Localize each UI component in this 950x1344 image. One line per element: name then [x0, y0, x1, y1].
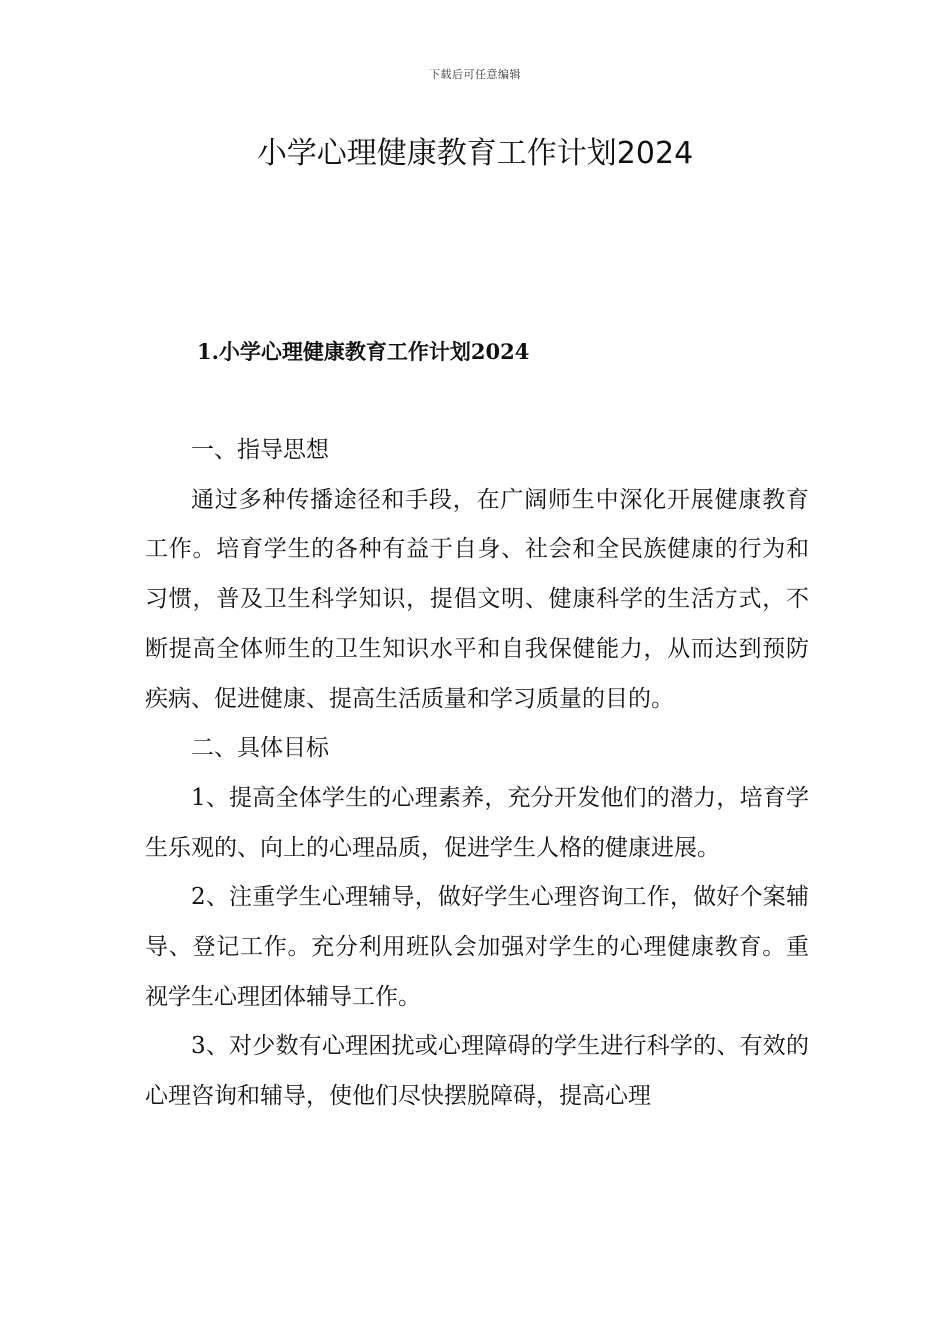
header-note: 下载后可任意编辑 [429, 68, 521, 81]
heading-guiding-ideology: 一、指导思想 [191, 437, 329, 463]
document-body [145, 426, 809, 1122]
paragraph-goal-3: 3、对少数有心理困扰或心理障碍的学生进行科学的、有效的心理咨询和辅导，使他们尽快摆脱障碍，提高心理 [145, 1033, 809, 1110]
heading-specific-goals: 二、具体目标 [191, 735, 329, 762]
document-title: 小学心理健康教育工作计划2024 [256, 136, 694, 171]
section-title: 1.小学心理健康教育工作计划2024 [197, 339, 530, 364]
paragraph-goal-2: 2、注重学生心理辅导，做好学生心理咨询工作，做好个案辅导、登记工作。充分利用班队会加强对学生的心理健康教育。重视学生心理团体辅导工作。 [145, 884, 809, 1010]
paragraph-goal-1: 1、提高全体学生的心理素养，充分开发他们的潜力，培育学生乐观的、向上的心理品质，促进学生人格的健康进展。 [145, 784, 809, 861]
paragraph-guiding-ideology: 通过多种传播途径和手段，在广阔师生中深化开展健康教育工作。培育学生的各种有益于自身、社会和全民族健康的行为和习惯，普及卫生科学知识，提倡文明、健康科学的生活方式，不断提高全体师生的卫生知识水平和自我保健能力，从而达到预防疾病、促进健康、提高生活质量和学习质量的目的。 [145, 486, 809, 712]
